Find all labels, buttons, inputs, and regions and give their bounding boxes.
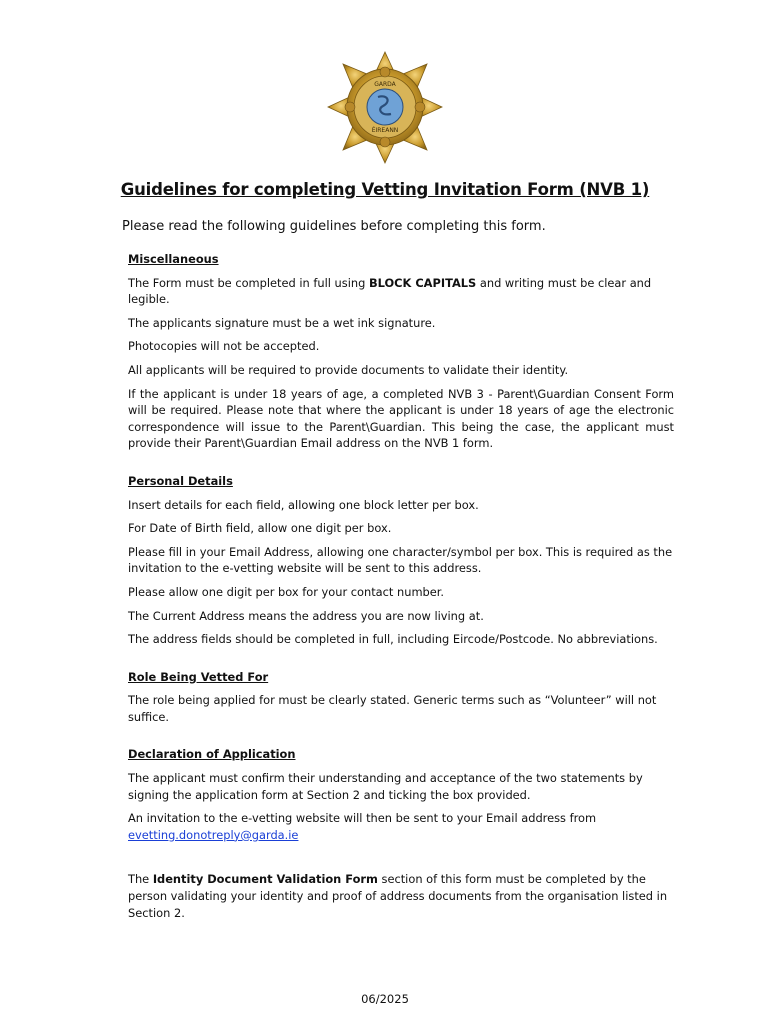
role-section (128, 669, 674, 726)
block-capitals-emphasis: BLOCK CAPITALS (368, 275, 477, 290)
declaration-section (128, 746, 674, 843)
misc-paragraph-under-18: If the applicant is under 18 years of age, a completed NVB 3 - Parent\Guardian Consent Form will be required. Please note that where the applicant is under 18 years of age the electronic correspondence will issue to the Parent\Guardian. This being the case, the applicant must provide their Parent\Guardian Email address on the NVB 1 form. (128, 386, 674, 451)
garda-crest-logo (325, 50, 445, 165)
email-link[interactable]: evetting.donotreply@garda.ie (128, 827, 299, 842)
personal-paragraph-4: Please allow one digit per box for your contact number. (128, 584, 445, 599)
misc-paragraph-photocopies: Photocopies will not be accepted. (128, 339, 320, 354)
misc-paragraph-block-capitals: The Form must be completed in full using BLOCK CAPITALS and writing must be clear and legible. (128, 275, 652, 307)
personal-details-section (128, 473, 674, 648)
personal-paragraph-2: For Date of Birth field, allow one digit per box. (128, 521, 392, 536)
footer-date: 06/2025 (361, 992, 409, 1006)
declaration-paragraph-1: The applicant must confirm their understanding and acceptance of the two statements by signing the application form at Section 2 and ticking the box provided. (128, 771, 643, 802)
declaration-paragraph-2: An invitation to the e-vetting website will then be sent to your Email address from evetting.donotreply@garda.ie (128, 811, 597, 842)
identity-validation-paragraph: The Identity Document Validation Form section of this form must be completed by the person validating your identity and proof of address documents from the organisation listed in Section 2. (128, 872, 668, 920)
section-heading-miscellaneous: Miscellaneous (128, 252, 219, 266)
personal-paragraph-6: The address fields should be completed in full, including Eircode/Postcode. No abbreviations. (128, 632, 658, 647)
identity-form-emphasis: Identity Document Validation Form (152, 872, 378, 887)
section-heading-role: Role Being Vetted For (128, 669, 269, 684)
misc-paragraph-identity: All applicants will be required to provide documents to validate their identity. (128, 362, 569, 377)
personal-paragraph-1: Insert details for each field, allowing one block letter per box. (128, 497, 479, 512)
misc-paragraph-signature: The applicants signature must be a wet ink signature. (128, 315, 436, 330)
personal-paragraph-5: The Current Address means the address you are now living at. (128, 608, 484, 623)
svg-text:GARDA: GARDA (374, 81, 396, 88)
personal-paragraph-3: Please fill in your Email Address, allowing one character/symbol per box. This is required as the invitation to the e-vetting website will be sent to this address. (128, 544, 673, 576)
section-heading-declaration: Declaration of Application (128, 747, 296, 762)
miscellaneous-section (128, 251, 674, 452)
page-title: Guidelines for completing Vetting Invitation Form (NVB 1) (120, 180, 650, 199)
svg-text:ÉIREANN: ÉIREANN (371, 127, 399, 134)
role-paragraph-1: The role being applied for must be clearly stated. Generic terms such as “Volunteer” will not suffice. (128, 693, 657, 724)
section-heading-personal-details: Personal Details (128, 473, 233, 488)
intro-text: Please read the following guidelines before completing this form. (122, 219, 546, 234)
guidelines-content (128, 251, 674, 928)
